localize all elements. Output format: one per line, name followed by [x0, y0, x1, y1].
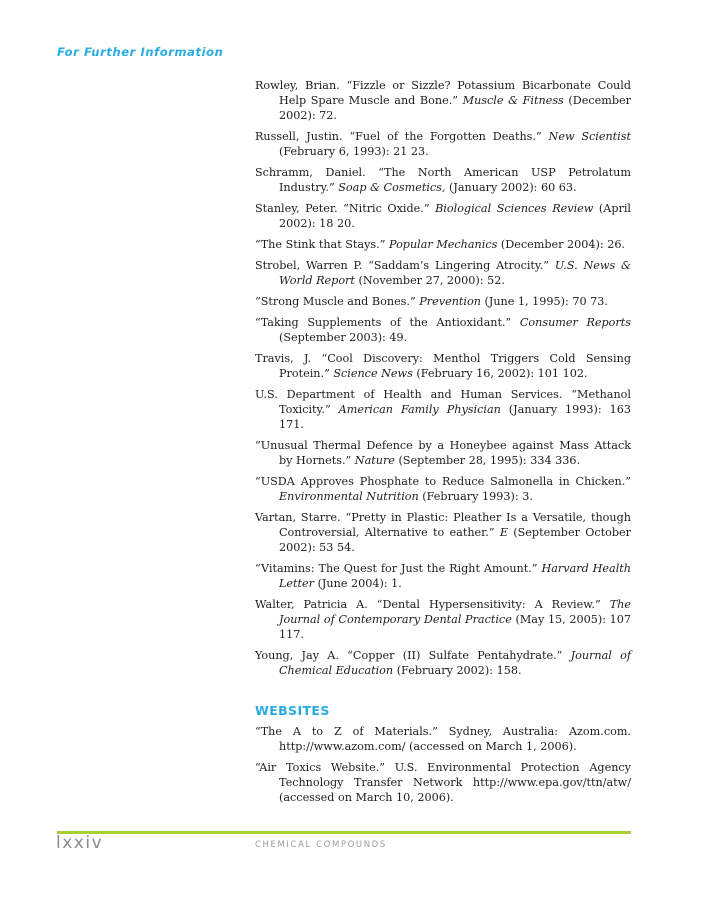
bibliography-entry [255, 561, 631, 591]
page-number: lxxiv [56, 833, 104, 853]
entry-text: “Unusual Thermal Defence by a Honeybee against Mass Attack by Hornets.” [255, 439, 631, 467]
bibliography-entry [255, 78, 631, 123]
entry-text: Schramm, Daniel. “The North American USP Petrolatum Industry.” [255, 166, 631, 194]
bibliography-entry [255, 129, 631, 159]
entry-source-title: American Family Physician [338, 403, 501, 416]
entry-details: (February 1993): 3. [418, 490, 533, 503]
entry-details: (December 2004): 26. [497, 238, 625, 251]
entry-text: Russell, Justin. “Fuel of the Forgotten Deaths.” [255, 130, 549, 143]
entry-details: (February 6, 1993): 21 23. [279, 145, 429, 158]
entry-source-title: Consumer Reports [519, 316, 631, 329]
bibliography-entry [255, 237, 631, 252]
entry-source-title: Environmental Nutrition [279, 490, 419, 503]
entry-details: (November 27, 2000): 52. [354, 274, 505, 287]
bibliography-entry [255, 294, 631, 309]
bibliography-entry [255, 510, 631, 555]
entry-text: “Vitamins: The Quest for Just the Right Amount.” [255, 562, 542, 575]
bibliography [255, 78, 631, 811]
entry-details: (June 2004): 1. [314, 577, 402, 590]
entry-details: (May 15, 2005): 107 117. [279, 613, 631, 641]
websites-list [255, 724, 631, 805]
entry-text: Young, Jay A. “Copper (II) Sulfate Pentahydrate.” [255, 649, 571, 662]
entry-source-title: New Scientist [548, 130, 631, 143]
website-entry: “The A to Z of Materials.” Sydney, Australia: Azom.com. http://www.azom.com/ (accessed on March 1, 2006). [255, 725, 631, 753]
bibliography-entry [255, 597, 631, 642]
entry-text: “USDA Approves Phosphate to Reduce Salmonella in Chicken.” [255, 475, 631, 488]
footer-book-title: CHEMICAL COMPOUNDS [255, 840, 387, 850]
entry-source-title: Nature [354, 454, 395, 467]
entry-text: Vartan, Starre. “Pretty in Plastic: Pleather Is a Versatile, though Controversial, Alternative to eather.” [255, 511, 631, 539]
running-head: For Further Information [57, 45, 224, 59]
entry-details: (January 2002): 60 63. [445, 181, 577, 194]
footer-rule [57, 831, 631, 834]
entry-source-title: Science News [333, 367, 413, 380]
entry-details: (June 1, 1995): 70 73. [480, 295, 608, 308]
entry-details: (January 1993): 163 171. [279, 403, 631, 431]
entry-text: “Taking Supplements of the Antioxidant.” [255, 316, 520, 329]
bibliography-entry [255, 474, 631, 504]
entry-source-title: E [499, 526, 508, 539]
entry-text: Travis, J. “Cool Discovery: Menthol Triggers Cold Sensing Protein.” [255, 352, 631, 380]
entry-details: (April 2002): 18 20. [279, 202, 631, 230]
entry-text: Stanley, Peter. “Nitric Oxide.” [255, 202, 436, 215]
bibliography-entry [255, 438, 631, 468]
entry-details: (September 28, 1995): 334 336. [394, 454, 581, 467]
websites-heading: WEBSITES [255, 703, 330, 718]
entry-text: Strobel, Warren P. “Saddam’s Lingering Atrocity.” [255, 259, 555, 272]
entry-details: (February 2002): 158. [393, 664, 522, 677]
entry-details: (September 2003): 49. [279, 331, 408, 344]
bibliography-entry [255, 351, 631, 381]
bibliography-entry [255, 648, 631, 678]
entry-source-title: The Journal of Contemporary Dental Practice [279, 598, 631, 626]
entry-text: “Strong Muscle and Bones.” [255, 295, 420, 308]
entry-text: Rowley, Brian. “Fizzle or Sizzle? Potassium Bicarbonate Could Help Spare Muscle and Bone.” [255, 79, 631, 107]
bibliography-entry [255, 258, 631, 288]
website-entry: “Air Toxics Website.” U.S. Environmental Protection Agency Technology Transfer Network http://www.epa.gov/ttn/atw/ (accessed on March 10, 2006). [255, 761, 631, 804]
entry-text: Walter, Patricia A. “Dental Hypersensitivity: A Review.” [255, 598, 610, 611]
entry-details: (December 2002): 72. [279, 94, 632, 122]
entry-source-title: Biological Sciences Review [435, 202, 594, 215]
entry-source-title: Harvard Health Letter [279, 562, 631, 590]
entry-details: (February 16, 2002): 101 102. [412, 367, 588, 380]
entry-source-title: Prevention [419, 295, 481, 308]
entry-text: “The Stink that Stays.” [255, 238, 389, 251]
bibliography-entry [255, 315, 631, 345]
bibliography-entry [255, 201, 631, 231]
bibliography-entry [255, 387, 631, 432]
entry-text: U.S. Department of Health and Human Services. “Methanol Toxicity.” [255, 388, 631, 416]
entry-details: (September October 2002): 53 54. [279, 526, 632, 554]
entry-source-title: Popular Mechanics [389, 238, 498, 251]
entry-source-title: Journal of Chemical Education [279, 649, 631, 677]
entry-source-title: Muscle & Fitness [462, 94, 564, 107]
bibliography-entry [255, 165, 631, 195]
periodical-list [255, 78, 631, 678]
entry-source-title: Soap & Cosmetics, [338, 181, 446, 194]
entry-source-title: U.S. News & World Report [279, 259, 631, 287]
